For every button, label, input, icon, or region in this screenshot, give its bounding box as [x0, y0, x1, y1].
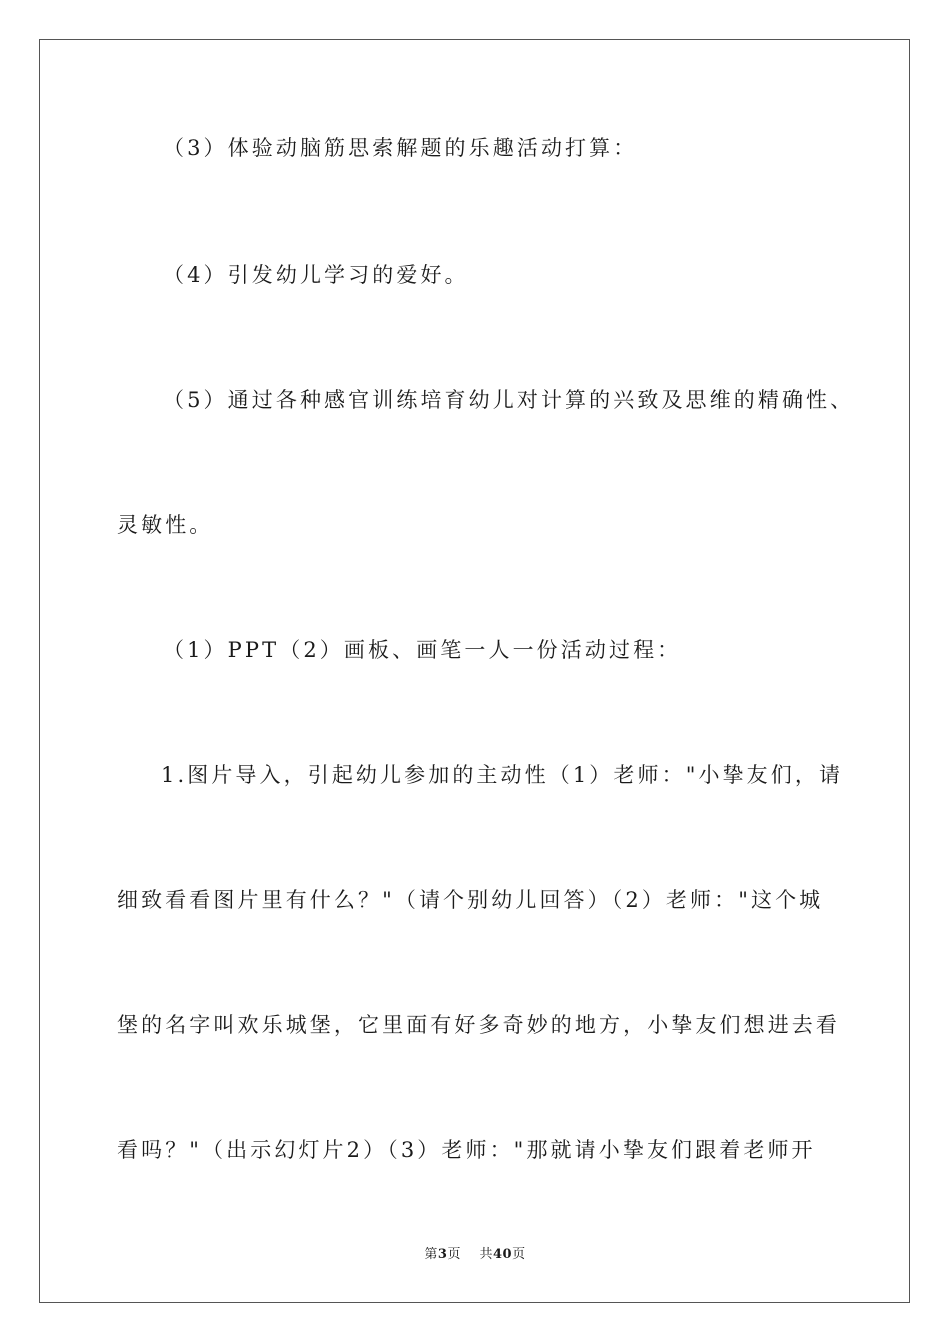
- footer-total-pages: 40: [493, 1247, 513, 1262]
- paragraph-line: （3）体验动脑筋思索解题的乐趣活动打算：: [163, 136, 638, 160]
- paragraph-line: 灵敏性。: [117, 513, 214, 537]
- footer-prefix: 第: [424, 1247, 438, 1262]
- paragraph-line: 细致看看图片里有什么？"（请个别幼儿回答）（2）老师："这个城: [117, 888, 824, 912]
- paragraph-line: （1）PPT（2）画板、画笔一人一份活动过程：: [163, 638, 682, 662]
- paragraph-line: （4）引发幼儿学习的爱好。: [163, 263, 469, 287]
- page-border: [39, 39, 910, 1303]
- paragraph-line: 堡的名字叫欢乐城堡，它里面有好多奇妙的地方，小挚友们想进去看: [117, 1013, 840, 1037]
- footer-total-suffix: 页: [512, 1247, 526, 1262]
- paragraph-line: （5）通过各种感官训练培育幼儿对计算的兴致及思维的精确性、: [163, 388, 855, 412]
- footer-page-suffix: 页: [447, 1247, 461, 1262]
- footer-page-number: 3: [437, 1247, 448, 1262]
- paragraph-line: 1.图片导入，引起幼儿参加的主动性（1）老师："小挚友们，请: [161, 763, 844, 787]
- page-footer: [0, 1246, 950, 1264]
- footer-total-prefix: 共: [479, 1247, 493, 1262]
- paragraph-line: 看吗？"（出示幻灯片2）（3）老师："那就请小挚友们跟着老师开: [117, 1138, 816, 1162]
